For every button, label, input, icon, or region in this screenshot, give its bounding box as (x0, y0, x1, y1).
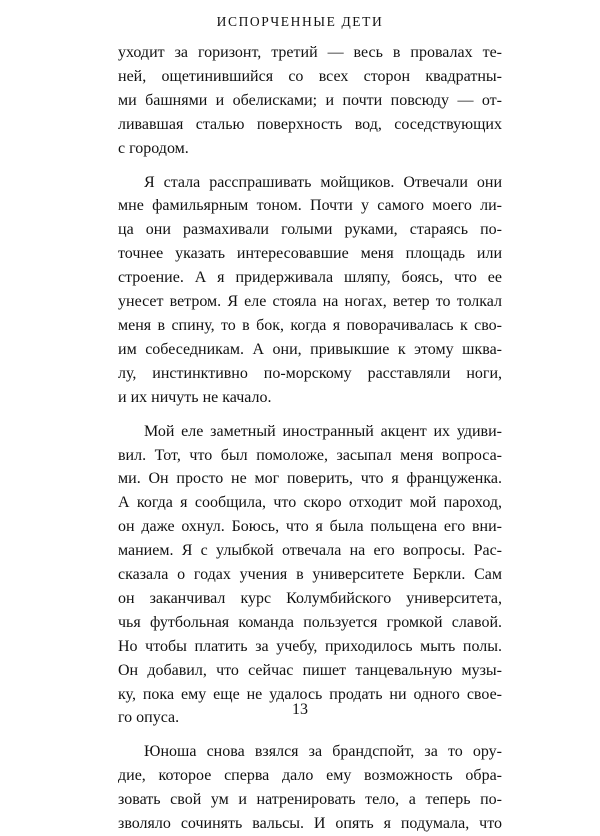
text-line: Он добавил, что сейчас пишет танцевальную музы- (118, 661, 502, 679)
text-line: им собеседникам. А они, привыкшие к этому шква- (118, 340, 502, 358)
text-line: ней, ощетинившийся со всех сторон квадратны- (118, 67, 502, 85)
paragraph-3 (118, 420, 502, 731)
text-line: ку, пока ему еще не удалось продать ни одного свое- (118, 685, 502, 703)
text-line: Юноша снова взялся за брандспойт, за то ору- (144, 743, 502, 761)
text-line: ми башнями и обелисками; и почти повсюду — от- (118, 91, 502, 109)
text-line: дие, которое сперва дало ему возможность обра- (118, 767, 502, 785)
text-line: мне фамильярным тоном. Почти у самого моего ли- (118, 197, 502, 215)
paragraph-2 (118, 171, 502, 410)
text-line: и их ничуть не качало. (118, 388, 272, 406)
text-line: Мой еле заметный иностранный акцент их удиви- (144, 422, 502, 440)
text-line: сказала о годах учения в университете Беркли. Сам (118, 566, 502, 584)
text-line: он даже охнул. Боюсь, что я была польщена его вни- (118, 518, 502, 536)
text-line: зволяло сочинять вальсы. И опять я подумала, что (118, 815, 502, 833)
text-line: строение. А я придерживала шляпу, боясь, что ее (118, 269, 502, 287)
paragraph-4 (118, 740, 502, 836)
text-line: уходит за горизонт, третий — весь в провалах те- (118, 44, 502, 61)
text-line: вил. Тот, что был помоложе, засыпал меня вопроса- (118, 446, 502, 464)
running-header: ИСПОРЧЕННЫЕ ДЕТИ (216, 14, 384, 29)
text-line: чья футбольная команда пользуется громкой славой. (118, 613, 502, 631)
text-line: манием. Я с улыбкой отвечала на его вопросы. Рас- (118, 542, 502, 560)
text-line: Я стала расспрашивать мойщиков. Отвечали они (144, 173, 502, 191)
text-line: го опуса. (118, 709, 180, 727)
text-line: Но чтобы платить за учебу, приходилось мыть полы. (118, 637, 502, 655)
text-line: с городом. (118, 139, 189, 157)
text-line: точнее указать интересовавшие меня площадь или (118, 245, 502, 263)
text-line: ца они размахивали голыми руками, стараясь по- (118, 221, 502, 239)
text-line: он заканчивал курс Колумбийского университета, (118, 589, 502, 607)
text-line: лу, инстинктивно по-морскому расставляли ноги, (118, 364, 502, 382)
text-line: унесет ветром. Я еле стояла на ногах, ветер то толкал (118, 293, 502, 311)
paragraph-1 (118, 41, 502, 161)
page-number: 13 (292, 701, 308, 718)
text-line: ми. Он просто не мог поверить, что я француженка. (118, 470, 502, 488)
text-line: зовать свой ум и натренировать тело, а теперь по- (118, 791, 502, 809)
text-line: меня в спину, то в бок, когда я поворачивалась к сво- (118, 316, 502, 334)
text-line: ливавшая сталью поверхность вод, соседствующих (118, 115, 502, 133)
text-line: А когда я сообщила, что скоро отходит мой пароход, (118, 494, 502, 512)
